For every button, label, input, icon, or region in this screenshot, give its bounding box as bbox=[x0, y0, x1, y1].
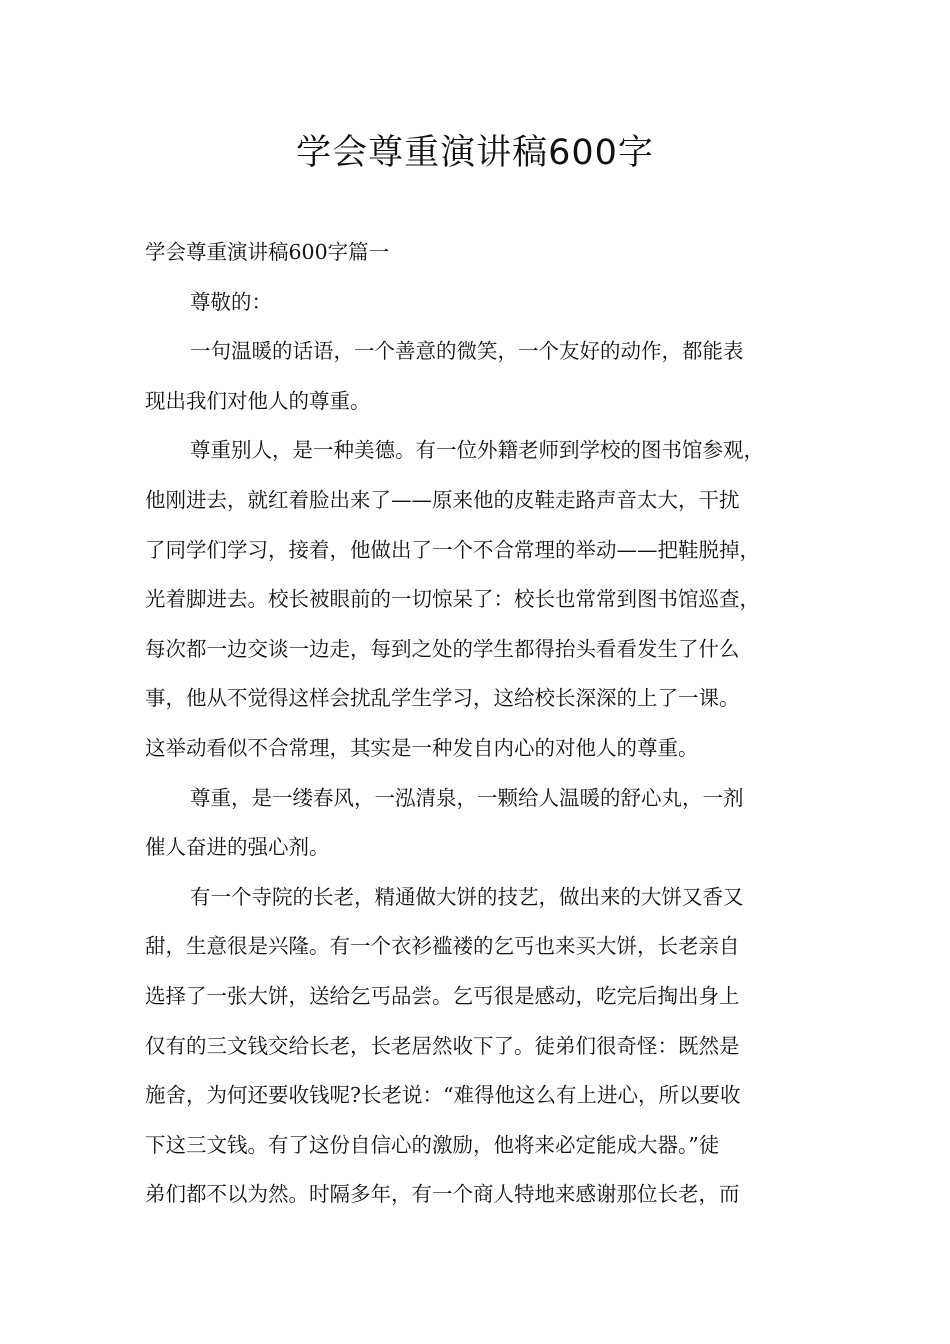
paragraph-line: 弟们都不以为然。时隔多年，有一个商人特地来感谢那位长老，而 bbox=[145, 1182, 740, 1207]
paragraph-line: 尊重别人，是一种美德。有一位外籍老师到学校的图书馆参观， bbox=[190, 438, 764, 463]
paragraph-line: 事，他从不觉得这样会扰乱学生学习，这给校长深深的上了一课。 bbox=[145, 686, 740, 711]
paragraph-line: 施舍，为何还要收钱呢?长老说：“难得他这么有上进心，所以要收 bbox=[145, 1083, 741, 1108]
paragraph-line: 仅有的三文钱交给长老，长老居然收下了。徒弟们很奇怪：既然是 bbox=[145, 1033, 740, 1058]
paragraph-line: 尊重，是一缕春风，一泓清泉，一颗给人温暖的舒心丸，一剂 bbox=[190, 785, 744, 810]
document-body bbox=[145, 228, 805, 1220]
document-title: 学会尊重演讲稿600字 bbox=[296, 133, 654, 173]
paragraph-line: 甜，生意很是兴隆。有一个衣衫褴褛的乞丐也来买大饼，长老亲自 bbox=[145, 934, 740, 959]
paragraph-line: 了同学们学习，接着，他做出了一个不合常理的举动——把鞋脱掉， bbox=[145, 537, 760, 562]
paragraph-line: 选择了一张大饼，送给乞丐品尝。乞丐很是感动，吃完后掏出身上 bbox=[145, 983, 740, 1008]
paragraph-line: 现出我们对他人的尊重。 bbox=[145, 388, 371, 413]
paragraph-line: 这举动看似不合常理，其实是一种发自内心的对他人的尊重。 bbox=[145, 735, 699, 760]
paragraph-line: 有一个寺院的长老，精通做大饼的技艺，做出来的大饼又香又 bbox=[190, 884, 744, 909]
paragraph-line: 每次都一边交谈一边走，每到之处的学生都得抬头看看发生了什么 bbox=[145, 636, 740, 661]
paragraph-line: 光着脚进去。校长被眼前的一切惊呆了：校长也常常到图书馆巡查， bbox=[145, 587, 760, 612]
section-heading: 学会尊重演讲稿600字篇一 bbox=[145, 240, 390, 264]
paragraph-line: 下这三文钱。有了这份自信心的激励，他将来必定能成大器。”徒 bbox=[145, 1132, 720, 1157]
salutation-line: 尊敬的： bbox=[190, 289, 272, 314]
paragraph-line: 催人奋进的强心剂。 bbox=[145, 835, 330, 860]
paragraph-line: 一句温暖的话语，一个善意的微笑，一个友好的动作，都能表 bbox=[190, 339, 744, 364]
paragraph-line: 他刚进去，就红着脸出来了——原来他的皮鞋走路声音太大，干扰 bbox=[145, 487, 740, 512]
